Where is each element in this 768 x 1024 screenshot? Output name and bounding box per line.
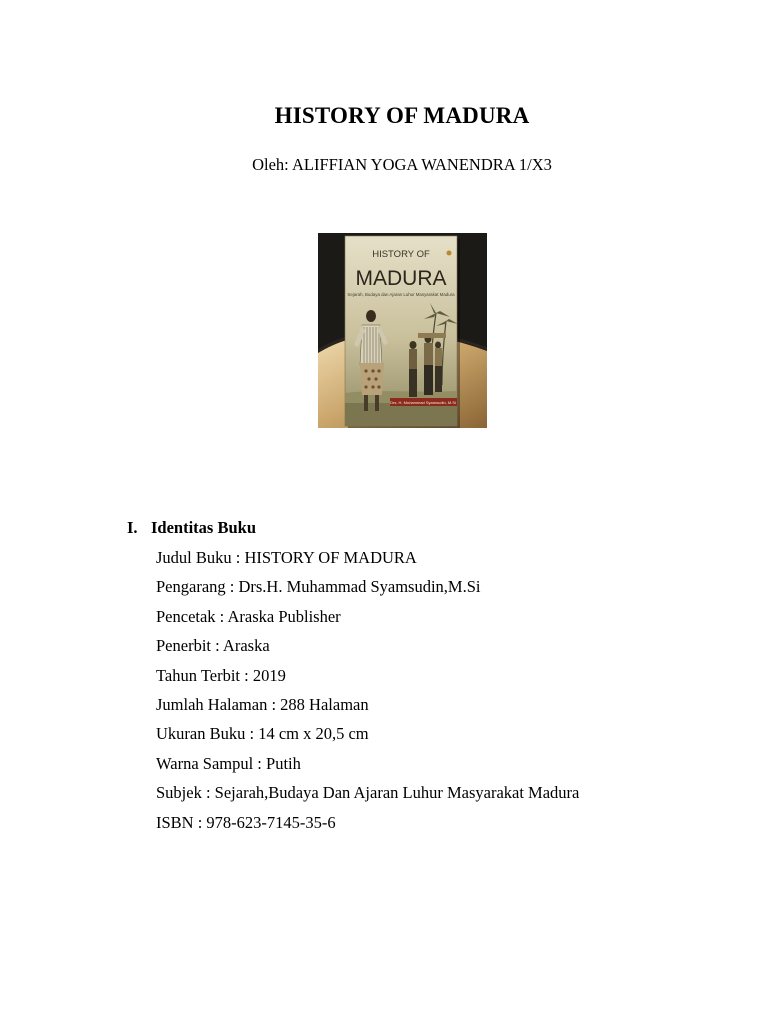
- cover-subtitle: Sejarah, Budaya dan Ajaran Luhur Masyarakat Madura: [347, 292, 455, 297]
- info-ukuran-buku: Ukuran Buku : 14 cm x 20,5 cm: [156, 724, 369, 744]
- info-pengarang: Pengarang : Drs.H. Muhammad Syamsudin,M.Si: [156, 577, 481, 597]
- info-warna-sampul: Warna Sampul : Putih: [156, 753, 301, 773]
- info-tahun-terbit: Tahun Terbit : 2019: [156, 665, 286, 685]
- info-subjek: Subjek : Sejarah,Budaya Dan Ajaran Luhur Masyarakat Madura: [156, 783, 580, 803]
- cover-title-line1: HISTORY OF: [372, 249, 430, 260]
- info-judul-buku: Judul Buku : HISTORY OF MADURA: [156, 548, 417, 567]
- info-pencetak: Pencetak : Araska Publisher: [156, 606, 341, 626]
- info-isbn: ISBN : 978-623-7145-35-6: [156, 812, 336, 832]
- publisher-logo-icon: [447, 251, 452, 256]
- section-heading: [127, 518, 256, 538]
- section-heading-text: Identitas Buku: [151, 518, 257, 537]
- book-cover-image: [318, 233, 487, 428]
- author-line: Oleh: ALIFFIAN YOGA WANENDRA 1/X3: [252, 155, 552, 174]
- info-penerbit: Penerbit : Araska: [156, 636, 270, 656]
- cover-title-line2: MADURA: [355, 267, 447, 290]
- book-identity-list: [156, 546, 579, 840]
- cover-author-band: Drs. H. Muhammad Syamsudin, M.Si: [390, 400, 456, 405]
- document-title: HISTORY OF MADURA: [274, 103, 530, 128]
- section-number: I.: [127, 518, 138, 537]
- info-jumlah-halaman: Jumlah Halaman : 288 Halaman: [156, 694, 369, 714]
